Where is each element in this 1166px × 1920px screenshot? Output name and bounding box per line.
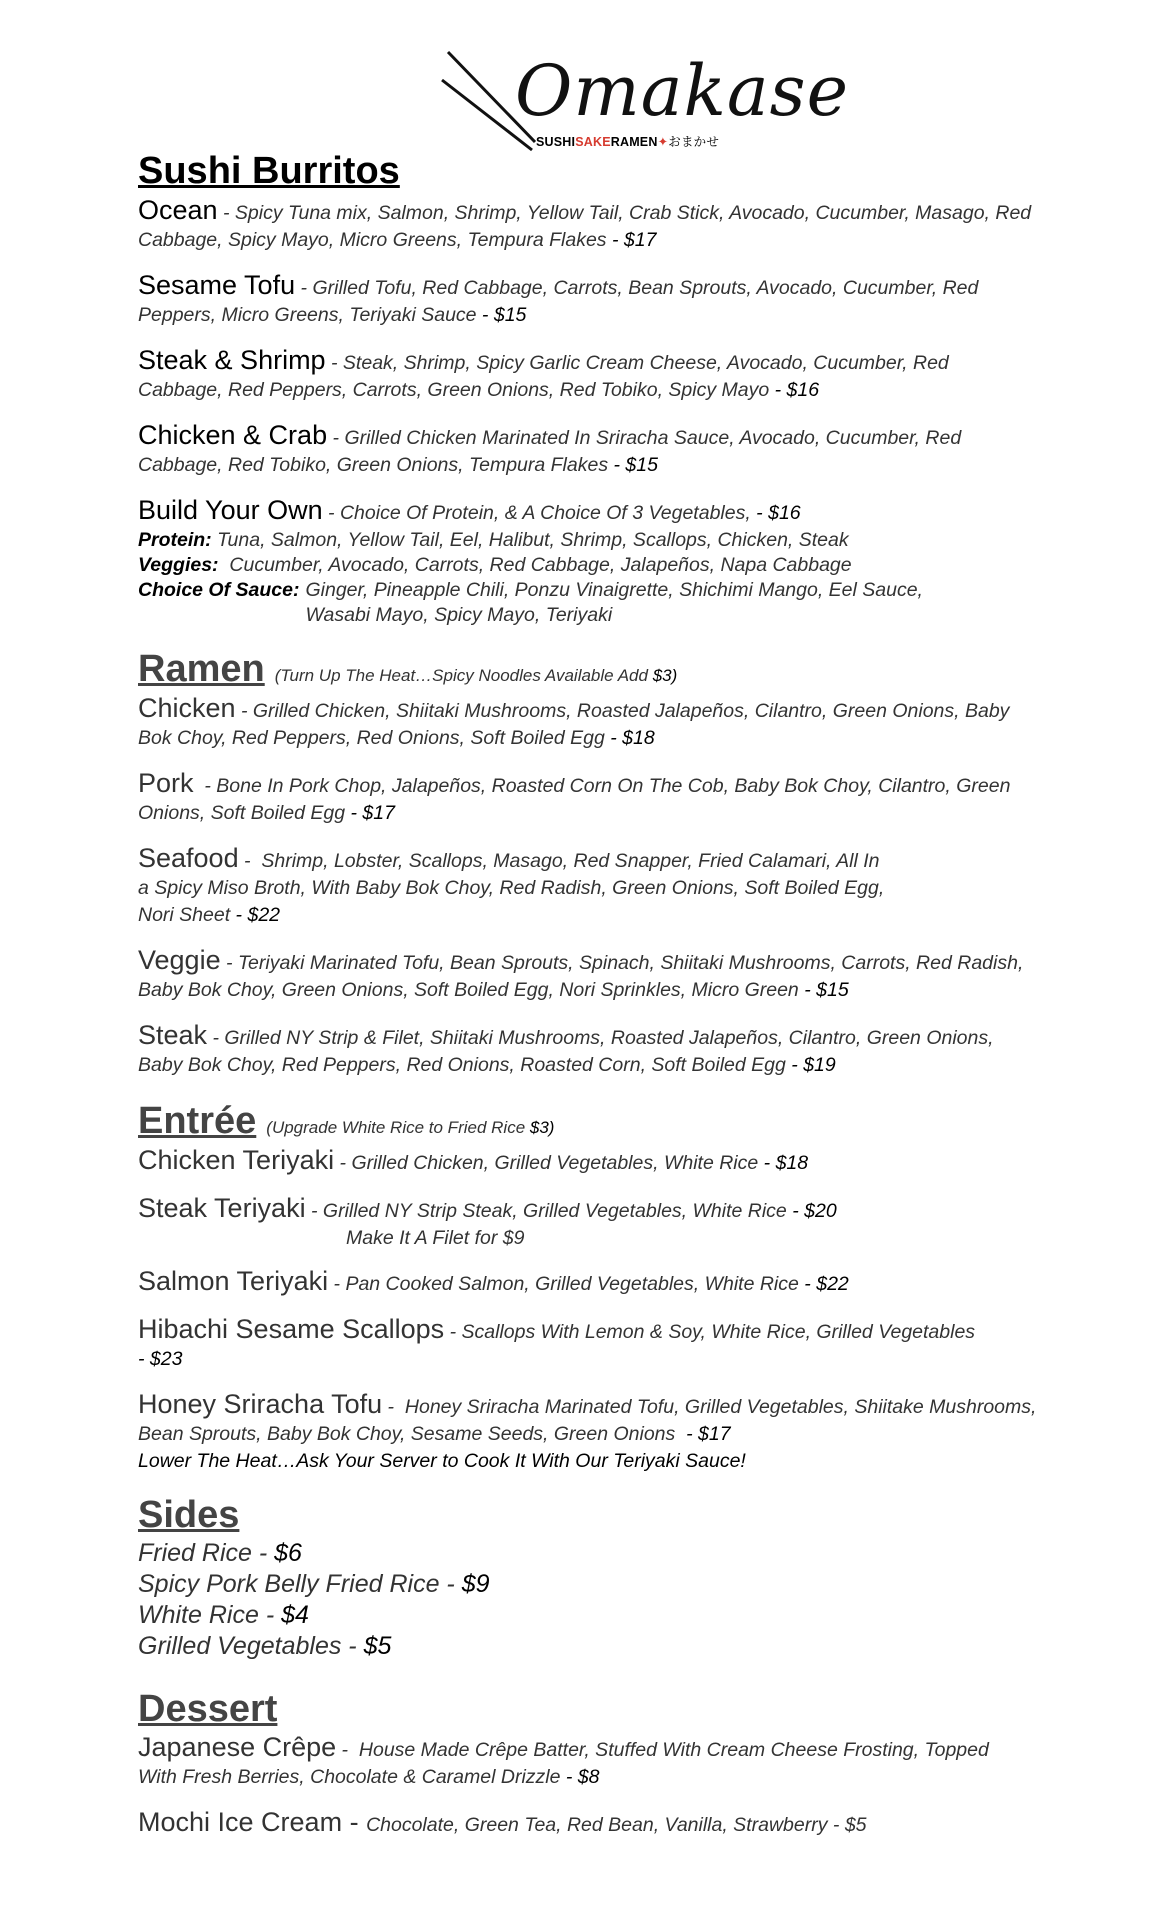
item-price: $16 [786,378,820,401]
menu-item: Build Your Own - Choice Of Protein, & A Choice Of 3 Vegetables, - $16 Protein: Tuna, Salmon, Yellow Tail, Eel, Halibut, Shrimp, Scallops, Chicken, Steak Veggies: Cucumber, Avocado, Carrots, Red Cabbage, Jalapeños, Napa Cabbage Choice Of Sauce: Ginger, Pineapple Chili, Ponzu Vinaigrette, Shichimi Mango, Eel Sauce, Wasabi Mayo, Spicy Mayo, Teriyaki [138,496,1038,628]
section-entree [138,1099,1038,1474]
item-name: Veggie [138,944,221,975]
item-price: $15 [816,978,849,1001]
menu-content [138,152,1038,1840]
item-price: $17 [623,228,657,251]
section-sides [138,1493,1038,1662]
logo-wordmark: Omakase [515,50,849,132]
item-price: $23 [149,1347,183,1370]
menu-item: Steak & Shrimp - Steak, Shrimp, Spicy Garlic Cream Cheese, Avocado, Cucumber, Red Cabbage, Red Peppers, Carrots, Green Onions, Red Tobiko, Spicy Mayo - $16 [138,344,949,401]
menu-item: Steak - Grilled NY Strip & Filet, Shiitaki Mushrooms, Roasted Jalapeños, Cilantro, Green Onions, Baby Bok Choy, Red Peppers, Red Onions, Roasted Corn, Soft Boiled Egg - $19 [138,1019,994,1076]
item-desc: Grilled NY Strip & Filet, Shiitaki Mushrooms, Roasted Jalapeños, Cilantro, Green Onions, Baby Bok Choy, Red Peppers, Red Onions, Roasted Corn, Soft Boiled Egg [138,1026,994,1076]
item-desc: Teriyaki Marinated Tofu, Bean Sprouts, Spinach, Shiitaki Mushrooms, Carrots, Red Radish, Baby Bok Choy, Green Onions, Soft Boiled Egg, Nori Sprinkles, Micro Green [138,951,1024,1001]
item-price: $16 [768,501,801,524]
item-price: $19 [803,1053,836,1076]
item-desc: Grilled Tofu, Red Cabbage, Carrots, Bean Sprouts, Avocado, Cucumber, Red Peppers, Micro Greens, Teriyaki Sauce [138,276,979,326]
item-desc: Scallops With Lemon & Soy, White Rice, Grilled Vegetables [461,1320,976,1343]
menu-item: Japanese Crêpe - House Made Crêpe Batter, Stuffed With Cream Cheese Frosting, Topped With Fresh Berries, Chocolate & Caramel Drizzle - $8 [138,1732,989,1789]
section-note: (Upgrade White Rice to Fried Rice $3) [266,1117,555,1137]
menu-item: Chicken - Grilled Chicken, Shiitaki Mushrooms, Roasted Jalapeños, Cilantro, Green Onions, Baby Bok Choy, Red Peppers, Red Onions, Soft Boiled Egg - $18 [138,692,1010,749]
menu-item: Seafood - Shrimp, Lobster, Scallops, Masago, Red Snapper, Fried Calamari, All In a Spicy Miso Broth, With Baby Bok Choy, Red Radish, Green Onions, Soft Boiled Egg, Nori Sheet - $22 [138,842,885,926]
side-item: Grilled Vegetables - $5 [138,1631,392,1660]
menu-item: Ocean - Spicy Tuna mix, Salmon, Shrimp, Yellow Tail, Crab Stick, Avocado, Cucumber, Masago, Red Cabbage, Spicy Mayo, Micro Greens, Tempura Flakes - $17 [138,194,1032,251]
item-desc: Pan Cooked Salmon, Grilled Vegetables, White Rice [345,1272,799,1295]
item-name: Japanese Crêpe [138,1732,337,1763]
item-desc: Spicy Tuna mix, Salmon, Shrimp, Yellow Tail, Crab Stick, Avocado, Cucumber, Masago, Red Cabbage, Spicy Mayo, Micro Greens, Tempura Flakes [138,201,1032,251]
menu-item: Mochi Ice Cream - Chocolate, Green Tea, Red Bean, Vanilla, Strawberry - $5 [138,1807,867,1838]
item-price: $17 [698,1422,731,1445]
section-dessert [138,1687,1038,1841]
side-item: White Rice - $4 [138,1600,309,1629]
menu-item: Sesame Tofu - Grilled Tofu, Red Cabbage, Carrots, Bean Sprouts, Avocado, Cucumber, Red Peppers, Micro Greens, Teriyaki Sauce - $15 [138,269,979,326]
menu-item: Chicken & Crab - Grilled Chicken Marinated In Sriracha Sauce, Avocado, Cucumber, Red Cabbage, Red Tobiko, Green Onions, Tempura Flakes - $15 [138,419,962,476]
build-veggies: Veggies: Cucumber, Avocado, Carrots, Red Cabbage, Jalapeños, Napa Cabbage [138,553,852,576]
menu-item: Hibachi Sesame Scallops - Scallops With Lemon & Soy, White Rice, Grilled Vegetables - $23 [138,1313,976,1370]
item-desc: Choice Of Protein, & A Choice Of 3 Vegetables, [339,501,751,524]
menu-item: Honey Sriracha Tofu - Honey Sriracha Marinated Tofu, Grilled Vegetables, Shiitake Mushrooms, Bean Sprouts, Baby Bok Choy, Sesame Seeds, Green Onions - $17 Lower The Heat…Ask Your Server to Cook It With Our Teriyaki Sauce! [138,1388,1037,1472]
item-name: Steak [138,1019,208,1050]
menu-item: Steak Teriyaki - Grilled NY Strip Steak, Grilled Vegetables, White Rice - $20 Make It A Filet for $9 [138,1194,1038,1251]
item-desc: House Made Crêpe Batter, Stuffed With Cream Cheese Frosting, Topped With Fresh Berries, Chocolate & Caramel Drizzle [138,1739,989,1789]
item-desc: Shrimp, Lobster, Scallops, Masago, Red Snapper, Fried Calamari, All In a Spicy Miso Broth, With Baby Bok Choy, Red Radish, Green Onions, Soft Boiled Egg, [138,849,885,899]
item-desc-cont: Nori Sheet [138,903,231,926]
item-name: Seafood [138,842,239,873]
item-price: $22 [247,903,281,926]
item-name: Sesame Tofu [138,269,296,300]
menu-item: Veggie - Teriyaki Marinated Tofu, Bean Sprouts, Spinach, Shiitaki Mushrooms, Carrots, Red Radish, Baby Bok Choy, Green Onions, Soft Boiled Egg, Nori Sprinkles, Micro Green - $15 [138,944,1024,1001]
section-title: Sushi Burritos [138,150,400,192]
section-title: Entrée [138,1099,257,1142]
section-sushi-burritos [138,152,1038,628]
item-price: $20 [804,1199,837,1222]
item-price: $18 [775,1151,809,1174]
item-name: Ocean [138,194,218,225]
item-price: $15 [625,453,658,476]
menu-item: Salmon Teriyaki - Pan Cooked Salmon, Grilled Vegetables, White Rice - $22 [138,1265,849,1296]
item-name: Chicken [138,692,236,723]
item-price: $17 [362,801,395,824]
item-price: $22 [816,1272,849,1295]
build-sauce: Choice Of Sauce: Ginger, Pineapple Chili, Ponzu Vinaigrette, Shichimi Mango, Eel Sauce, Wasabi Mayo, Spicy Mayo, Teriyaki [138,578,923,626]
item-name: Build Your Own [138,494,323,525]
side-item: Fried Rice - $6 [138,1538,302,1567]
item-desc: Grilled NY Strip Steak, Grilled Vegetables, White Rice [322,1199,787,1222]
item-name: Pork [138,767,194,798]
menu-item: Pork - Bone In Pork Chop, Jalapeños, Roasted Corn On The Cob, Baby Bok Choy, Cilantro, Green Onions, Soft Boiled Egg - $17 [138,767,1011,824]
item-name: Honey Sriracha Tofu [138,1388,383,1419]
entree-footnote: Lower The Heat…Ask Your Server to Cook It With Our Teriyaki Sauce! [138,1449,746,1472]
item-desc: Grilled Chicken, Grilled Vegetables, White Rice [351,1151,759,1174]
menu-item: Chicken Teriyaki - Grilled Chicken, Grilled Vegetables, White Rice - $18 [138,1144,809,1175]
item-desc: Chocolate, Green Tea, Red Bean, Vanilla, Strawberry [366,1814,828,1837]
section-title: Sides [138,1493,240,1536]
section-note: (Turn Up The Heat…Spicy Noodles Available Add $3) [274,665,678,685]
item-desc: Steak, Shrimp, Spicy Garlic Cream Cheese, Avocado, Cucumber, Red Cabbage, Red Peppers, Carrots, Green Onions, Red Tobiko, Spicy Mayo [138,351,949,401]
item-name: Chicken Teriyaki [138,1144,335,1175]
item-price: $15 [493,303,527,326]
item-name: Mochi Ice Cream [138,1807,343,1838]
item-extra: Make It A Filet for $9 [346,1226,525,1249]
build-protein: Protein: Tuna, Salmon, Yellow Tail, Eel, Halibut, Shrimp, Scallops, Chicken, Steak [138,528,849,551]
item-price: $8 [577,1766,600,1789]
item-name: Chicken & Crab [138,419,328,450]
item-name: Steak Teriyaki [138,1192,306,1223]
item-desc: Honey Sriracha Marinated Tofu, Grilled Vegetables, Shiitake Mushrooms, Bean Sprouts, Baby Bok Choy, Sesame Seeds, Green Onions [138,1395,1037,1445]
item-desc: Bone In Pork Chop, Jalapeños, Roasted Corn On The Cob, Baby Bok Choy, Cilantro, Green Onions, Soft Boiled Egg [138,774,1011,824]
item-name: Steak & Shrimp [138,344,326,375]
item-desc: Grilled Chicken Marinated In Sriracha Sauce, Avocado, Cucumber, Red Cabbage, Red Tobiko, Green Onions, Tempura Flakes [138,426,962,476]
section-ramen [138,647,1038,1080]
item-price: $5 [844,1814,867,1837]
logo-tagline: SUSHISAKERAMEN✦おまかせ [536,134,720,149]
section-title: Dessert [138,1687,278,1730]
item-name: Hibachi Sesame Scallops [138,1313,445,1344]
section-title: Ramen [138,647,265,690]
item-price: $18 [622,726,655,749]
restaurant-logo [440,50,849,160]
side-item: Spicy Pork Belly Fried Rice - $9 [138,1569,490,1598]
item-name: Salmon Teriyaki [138,1265,329,1296]
item-desc: Grilled Chicken, Shiitaki Mushrooms, Roasted Jalapeños, Cilantro, Green Onions, Baby Bok Choy, Red Peppers, Red Onions, Soft Boiled Egg [138,699,1010,749]
